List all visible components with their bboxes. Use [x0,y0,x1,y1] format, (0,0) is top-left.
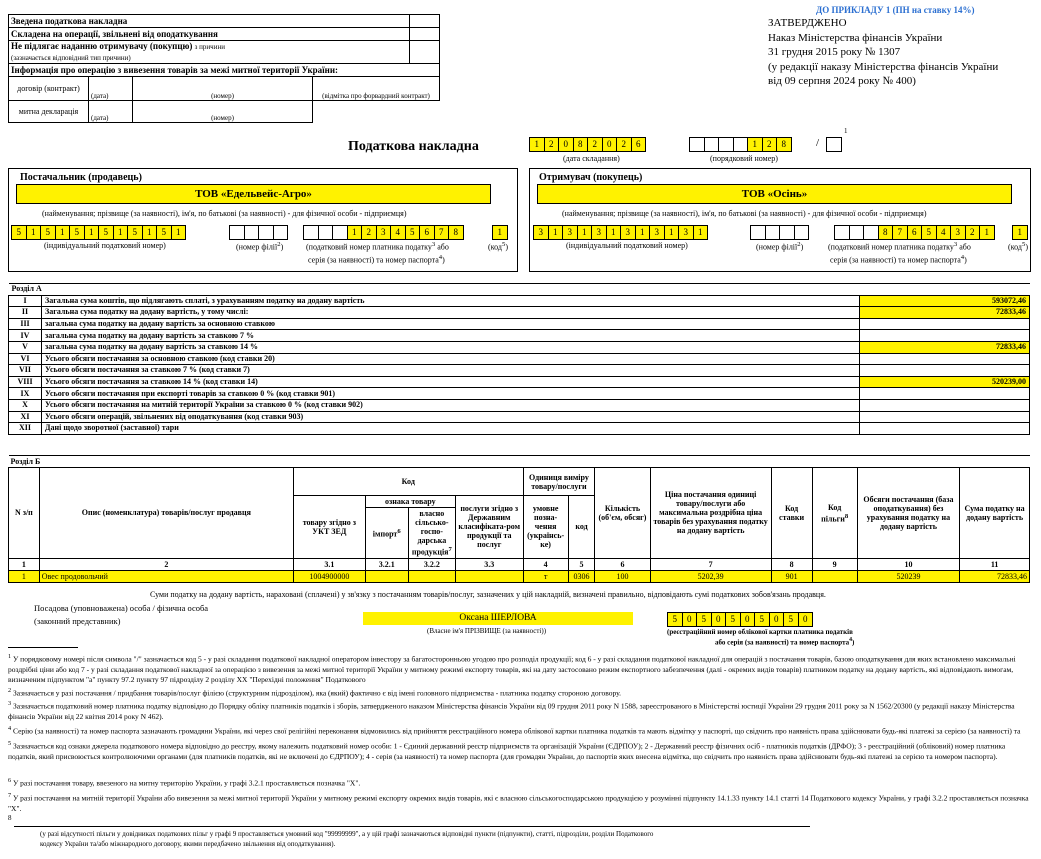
checkbox-not-issued[interactable] [409,41,439,64]
row-description: Усього обсяги операцій, звільнених від оподаткування (код ставки 903) [42,411,860,423]
buyer-ipn-digit-cell[interactable]: 3 [620,225,636,240]
row-numeral: X [9,399,42,411]
seller-branch-caption-text: (номер філії [236,242,278,252]
buyer-series-caption-text: серія (за наявності) та номер паспорта [830,255,961,265]
buyer-ipn-digit-cell[interactable]: 3 [678,225,694,240]
card-digit-cell[interactable]: 5 [696,612,712,627]
buyer-taxnum-or: або [959,242,971,252]
number-digit-cell[interactable] [704,137,720,152]
seller-taxnum-digit-cell[interactable]: 1 [347,225,363,240]
footnote-1: $^1$ У порядковому номері після символа "/" зазначається код 5 - у разі складання податкової накладної оператором інвестору за багатосторонньою угодою про розподіл продукції; код 6 - у разі складання податкової накладної для операцій з постачання товарів, базою оподаткування для яких встановлено максимальні роздрібні ціни або код 7 - у разі складання податкової накладної за операцією з вивезення за межі митної території України у митному режимі експорту товарів, які на дату застосовано режим експортного забезпечення (далі - окремих видів товарів) платником податку на додану вартість, які відповідають вимогам, визначеним підпунктом "а" пункту 97.2 пункту 97 підрозділу 2 розділу ХХ "Перехідні положення" Податкового [8,653,1016,684]
approval-line: від 09 серпня 2024 року № 400) [768,75,916,87]
row-numeral: XI [9,411,42,423]
footnote-6-text: У разі постачання товару, ввезеного на митну територію України, у графі 3.2.1 проставляється позначка "Х". [13,778,361,788]
date-digit-cell[interactable]: 0 [558,137,574,152]
section-a-row [9,388,1030,400]
seller-taxnum-digit-cell[interactable] [332,225,348,240]
table-cell[interactable]: 520239 [857,570,960,582]
buyer-ipn-digit-cell[interactable]: 3 [533,225,549,240]
col-n: N з/п [9,468,40,559]
buyer-branch-cells[interactable] [750,225,808,240]
forward-mark[interactable] [313,77,440,101]
section-a-table [8,283,1030,435]
table-cell[interactable] [408,570,455,582]
section-a-row [9,318,1030,330]
section-a-row [9,411,1030,423]
card-digit-cell[interactable]: 5 [725,612,741,627]
row-description: Загальна сума коштів, що підлягають сплаті, з урахуванням податку на додану вартість [42,295,860,307]
footnote-8: (у разі відсутності пільги у довідниках податкових пільг у графі 9 проставляється умовний код "99999999", а у цій графі зазначаються відповідні пункти (підпункти), статті, підрозділи, розділи Податкового кодексу України та/або міжнародного договору, якими передбачено звільнення від оподаткування). [40,830,654,848]
table-cell[interactable]: 901 [771,570,812,582]
column-number: 9 [812,558,857,570]
column-number: 2 [39,558,293,570]
row-value[interactable] [860,330,1030,342]
seller-taxnum-cells[interactable] [303,225,463,240]
col-own-text: власно сільсько-госпо-дарська продукція [411,509,449,557]
row-numeral: VIII [9,376,42,388]
buyer-code-cell[interactable]: 1 [1012,225,1028,240]
buyer-ipn-digit-cell[interactable]: 1 [693,225,709,240]
buyer-ipn-digit-cell[interactable]: 1 [606,225,622,240]
seller-taxnum-caption-text: (податковий номер платника податку [306,242,432,252]
spacer [313,101,440,123]
column-number: 7 [650,558,771,570]
buyer-taxnum-digit-cell[interactable]: 8 [878,225,894,240]
table-cell[interactable] [365,570,408,582]
table-cell[interactable] [455,570,523,582]
table-cell[interactable]: 1004900000 [293,570,365,582]
card-caption-1: (реєстраційний номер облікової картки платника податків [667,628,853,636]
row-numeral: IX [9,388,42,400]
col-uktzed: товару згідно з УКТ ЗЕД [293,496,365,559]
signer-name-caption: (Власне ім'я ПРІЗВИЩЕ (за наявності)) [427,627,547,635]
seller-name-field[interactable]: ТОВ «Едельвейс-Агро» [16,184,491,204]
row-description: Усього обсяги постачання за ставкою 14 % (код ставки 14) [42,376,860,388]
export-info-label: Інформація про операцію з вивезення товарів за межі митної території України: [9,64,440,77]
footnote-7: $^7$ У разі постачання на митній території України або вивезення за межі митної території України у митному режимі експорту окремих видів товарів, які є власною сільськогосподарською продукцією у розумінні підпункту 14.1.33 пункту 14.1 статті 14 Податкового кодексу України, у графі 3.2.2 проставляється позначка "Х". [8,792,1029,813]
row-numeral: VI [9,353,42,365]
buyer-heading: Отримувач (покупець) [539,172,643,183]
contract-label: договір (контракт) [9,77,89,101]
approval-block [768,16,998,89]
person-label: Посадова (уповноважена) особа / фізична особа [34,603,209,613]
col-benefit-text: Код пільги [821,502,845,524]
footnote-7-text: У разі постачання на митній території України або вивезення за межі митної території України у митному режимі експорту окремих видів товарів, які є власною сільськогосподарською продукцією у розумінні підпункту 14.1.33 пункту 14.1 статті 14 Податкового кодексу України, у графі 3.2.2 проставляється позначка "Х". [8,793,1029,813]
buyer-ipn-caption: (індивідуальний податковий номер) [566,241,688,250]
card-caption-2-text: або серія (за наявності) та номер паспорта [715,638,850,647]
buyer-taxnum-caption-text: (податковий номер платника податку [828,242,954,252]
date-digit-cell[interactable]: 8 [573,137,589,152]
section-a-row [9,341,1030,353]
contract-date-caption: (дата) [91,92,109,100]
buyer-taxnum-cells[interactable] [834,225,994,240]
row-numeral: XII [9,423,42,435]
table-cell[interactable]: 100 [595,570,650,582]
row-value[interactable] [860,318,1030,330]
card-caption-2: або серія (за наявності) та номер паспорта$^4$) [715,637,855,647]
section-b-heading: Розділ Б [9,456,1030,468]
footnote-6: $^6$ У разі постачання товару, ввезеного на митну територію України, у графі 3.2.1 проставляється позначка "Х". [8,777,361,788]
checkbox-consolidated[interactable] [409,15,439,28]
seller-ipn-digit-cell[interactable]: 1 [26,225,42,240]
buyer-branch-caption: (номер філії$^2$) [756,241,804,252]
table-cell[interactable] [812,570,857,582]
col-unit-code: код [568,496,595,559]
column-number: 5 [568,558,595,570]
column-number: 4 [523,558,568,570]
number-digit-cell[interactable] [733,137,749,152]
table-cell[interactable]: 1 [9,570,40,582]
table-row[interactable] [9,570,1030,582]
seller-taxnum-digit-cell[interactable]: 8 [448,225,464,240]
row-value[interactable]: 520239,00 [860,376,1030,388]
row-numeral: II [9,307,42,319]
row-numeral: V [9,341,42,353]
buyer-ipn-digit-cell[interactable]: 1 [548,225,564,240]
seller-taxnum-or: або [437,242,449,252]
column-number: 3.3 [455,558,523,570]
number-digit-cell[interactable]: 1 [747,137,763,152]
section-a-row [9,376,1030,388]
number-cells[interactable] [689,137,791,152]
table-cell[interactable]: 5202,39 [650,570,771,582]
table-cell[interactable]: 72833,46 [960,570,1030,582]
customs-date-caption: (дата) [91,114,109,122]
buyer-taxnum-digit-cell[interactable]: 1 [979,225,995,240]
buyer-series-caption: серія (за наявності) та номер паспорта$^4$) [830,254,967,265]
col-price: Ціна постачання одиниці товару/послуги або максимальна роздрібна ціна товарів без урахування податку на додану вартість [650,468,771,559]
col-vat: Сума податку на додану вартість [960,468,1030,559]
footnote-2: $^2$ Зазначається у разі постачання / придбання товарів/послуг філією (структурним підрозділом), яка (який) фактично є від імені головного підприємства - платника податку стороною договору. [8,687,621,698]
seller-taxnum-digit-cell[interactable]: 6 [419,225,435,240]
row-value[interactable] [860,411,1030,423]
row-value[interactable] [860,423,1030,435]
buyer-taxnum-digit-cell[interactable]: 3 [950,225,966,240]
number-code-cell[interactable] [826,137,842,152]
row-value[interactable] [860,353,1030,365]
number-slash: / [816,137,820,149]
seller-taxnum-digit-cell[interactable]: 5 [405,225,421,240]
buyer-name-caption: (найменування; прізвище (за наявності), ім'я, по батькові (за наявності) - для фізичної особи - підприємця) [562,209,927,218]
card-number-cells[interactable] [667,612,812,627]
seller-ipn-digit-cell[interactable]: 5 [156,225,172,240]
row-numeral: VII [9,365,42,377]
col-unit-name: умовне позна-чення (українсь-ке) [523,496,568,559]
contract-number[interactable] [133,77,313,101]
customs-number-caption: (номер) [211,114,234,122]
col-rate: Код ставки [771,468,812,559]
buyer-ipn-digit-cell[interactable]: 3 [649,225,665,240]
column-number: 11 [960,558,1030,570]
row-numeral: III [9,318,42,330]
forward-mark-caption: (відмітка про форвардний контракт) [322,92,430,100]
seller-taxnum-digit-cell[interactable] [318,225,334,240]
seller-taxnum-digit-cell[interactable]: 4 [390,225,406,240]
row-description: Усього обсяги постачання при експорті товарів за ставкою 0 % (код ставки 901) [42,388,860,400]
table-cell[interactable]: т [523,570,568,582]
exempt-label: Складена на операції, звільнені від оподаткування [9,28,410,41]
not-issued-label [9,41,410,64]
col-unit: Одиниця виміру товару/послуги [523,468,595,496]
seller-branch-caption: (номер філії$^2$) [236,241,284,252]
seller-taxnum-caption: (податковий номер платника податку$^3$ або [306,241,449,252]
seller-heading: Постачальник (продавець) [20,172,142,183]
card-digit-cell[interactable]: 0 [682,612,698,627]
customs-decl-label: митна декларація [9,101,89,123]
date-digit-cell[interactable]: 6 [631,137,647,152]
date-digit-cell[interactable]: 1 [529,137,545,152]
section-b-table [8,455,1030,583]
number-digit-cell[interactable] [718,137,734,152]
col-services: послуги згідно з Державним класифіката-ром продукції та послуг [455,496,523,559]
date-digit-cell[interactable]: 2 [587,137,603,152]
col-import-text: імпорт [372,529,398,539]
buyer-ipn-digit-cell[interactable]: 3 [562,225,578,240]
column-number: 3.2.1 [365,558,408,570]
row-description: загальна сума податку на додану вартість за ставкою 14 % [42,341,860,353]
seller-ipn-digit-cell[interactable]: 5 [69,225,85,240]
footnote-4: $^4$ Серію (за наявності) та номер паспорта зазначають громадяни України, які через свої релігійні переконання відмовились від прийняття реєстраційного номера облікової картки платника податків та мають відмітку у паспорті, що свідчить про наявність права здійснювати будь-які платежі за серією (за наявності) та [8,724,1030,735]
not-issued-text: Не підлягає наданню отримувачу (покупцю) [11,41,193,51]
seller-name-caption: (найменування; прізвище (за наявності), ім'я, по батькові (за наявності) - для фізичної особи - підприємця) [42,209,407,218]
approval-line: Наказ Міністерства фінансів України [768,31,943,44]
buyer-ipn-cells[interactable] [533,225,707,240]
buyer-taxnum-digit-cell[interactable]: 7 [892,225,908,240]
footnote-4-text: Серію (за наявності) та номер паспорта зазначають громадяни України, які через свої релігійні переконання відмовились від прийняття реєстраційного номера облікової картки платника податків та мають відмітку у паспорті, що свідчить про наявність права здійснювати будь-які платежі за серією (за наявності) та [13,726,1021,735]
number-digit-cell[interactable]: 8 [776,137,792,152]
footnote-3: $^3$ Зазначається податковий номер платника податку відповідно до Порядку обліку платників податків і зборів, затвердженого наказом Міністерства фінансів України від 09 грудня 2011 року N 1588, зареєстрованого в Міністерстві юстиції України 29 грудня 2011 року за N 1562/20300 (у редакції наказу Міністерства фінансів України від 22 квітня 2014 року N 462). [8,700,1015,721]
contract-number-caption: (номер) [211,92,234,100]
buyer-taxnum-caption: (податковий номер платника податку$^3$ або [828,241,971,252]
row-value[interactable]: 72833,46 [860,307,1030,319]
col-volume: Обсяги постачання (база оподаткування) без урахування податку на додану вартість [857,468,960,559]
row-value[interactable] [860,365,1030,377]
buyer-taxnum-digit-cell[interactable] [834,225,850,240]
number-digit-cell[interactable]: 2 [762,137,778,152]
row-description: Усього обсяги постачання на митній території України за ставкою 0 % (код ставки 902) [42,399,860,411]
section-a-heading: Розділ А [9,284,1030,296]
section-a-row [9,330,1030,342]
section-a-row [9,365,1030,377]
appendix-link[interactable]: ДО ПРИКЛАДУ 1 (ПН на ставку 14%) [816,5,975,15]
row-description: Усього обсяги постачання за ставкою 7 % (код ставки 7) [42,365,860,377]
date-digit-cell[interactable]: 2 [544,137,560,152]
signer-name-field[interactable]: Оксана ШЕРЛОВА [363,612,633,625]
seller-taxnum-digit-cell[interactable]: 3 [376,225,392,240]
buyer-ipn-digit-cell[interactable]: 3 [591,225,607,240]
row-value[interactable] [860,399,1030,411]
date-digit-cell[interactable]: 0 [602,137,618,152]
customs-number[interactable] [133,101,313,123]
card-digit-cell[interactable]: 0 [740,612,756,627]
date-caption: (дата складання) [563,154,620,163]
col-sign: ознака товару [365,496,455,508]
row-description: Дані щодо зворотної (заставної) тари [42,423,860,435]
table-cell[interactable]: 0306 [568,570,595,582]
column-number: 8 [771,558,812,570]
seller-ipn-digit-cell[interactable]: 1 [171,225,187,240]
row-description: загальна сума податку на додану вартість за ставкою 7 % [42,330,860,342]
seller-taxnum-digit-cell[interactable]: 7 [434,225,450,240]
col-code: Код [293,468,523,496]
section-a-row [9,307,1030,319]
buyer-taxnum-digit-cell[interactable] [849,225,865,240]
section-a-row [9,353,1030,365]
footnote-5-text: Зазначається код ознаки джерела податкового номера відповідно до реєстру, якому належить податковий номер особи: 1 - Єдиний державний реєстр підприємств та організацій України (ЄДРПОУ); 2 - Державний реєстр фізичних осіб - платників податків (ДРФО); 3 - реєстраційний (обліковий) номер платника податків, який присвоюється контролюючими органами (для платників податків, які не включені до ЄДРПОУ); 4 - серія (за наявності) та номер паспорта (для громадян України, до паспортів яких внесена відмітка, що свідчить про наявність права здійснювати будь-які платежі за серією та номером паспорта). [8,741,1006,761]
card-digit-cell[interactable]: 5 [754,612,770,627]
buyer-taxnum-digit-cell[interactable]: 2 [965,225,981,240]
approval-line: (у редакції наказу Міністерства фінансів України [768,60,999,73]
column-number: 3.2.2 [408,558,455,570]
card-digit-cell[interactable]: 5 [783,612,799,627]
approval-line: ЗАТВЕРДЖЕНО [768,17,847,29]
buyer-taxnum-digit-cell[interactable]: 6 [907,225,923,240]
number-caption: (порядковий номер) [710,154,778,163]
column-number: 10 [857,558,960,570]
col-import: імпорт$^6$ [365,508,408,559]
date-digit-cell[interactable]: 2 [616,137,632,152]
buyer-ipn-digit-cell[interactable]: 1 [577,225,593,240]
footnote-2-text: Зазначається у разі постачання / придбання товарів/послуг філією (структурним підрозділом), яка (який) фактично є від імені головного підприємства - платника податку стороною договору. [13,688,621,698]
row-numeral: IV [9,330,42,342]
checkbox-exempt[interactable] [409,28,439,41]
column-number: 1 [9,558,40,570]
seller-code-caption-text: (код [488,242,502,252]
seller-branch-cells[interactable] [229,225,287,240]
document-title: Податкова накладна [348,139,479,154]
seller-ipn-digit-cell[interactable]: 5 [98,225,114,240]
row-value[interactable]: 593072,46 [860,295,1030,307]
row-value[interactable]: 72833,46 [860,341,1030,353]
number-digit-cell[interactable] [689,137,705,152]
seller-ipn-caption: (індивідуальний податковий номер) [44,241,166,250]
divider [8,647,78,648]
seller-ipn-digit-cell[interactable]: 1 [84,225,100,240]
footnote-3-text: Зазначається податковий номер платника податку відповідно до Порядку обліку платників податків і зборів, затвердженого наказом Міністерства фінансів України від 09 грудня 2011 року N 1588, зареєстрованого в Міністерстві юстиції України 29 грудня 2011 року за N 1562/20300 (у редакції наказу Міністерства фінансів України від 22 квітня 2014 року N 462). [8,701,1015,721]
card-digit-cell[interactable]: 5 [667,612,683,627]
footnote-8-ref: 8 [8,814,12,822]
column-number: 6 [595,558,650,570]
seller-taxnum-digit-cell[interactable]: 2 [361,225,377,240]
col-desc: Опис (номенклатура) товарів/послуг продавця [39,468,293,559]
card-digit-cell[interactable]: 0 [711,612,727,627]
section-a-row [9,399,1030,411]
rep-label: (законний представник) [34,616,121,626]
reason-text: з причини [194,43,225,51]
footnote-5: $^5$ Зазначається код ознаки джерела податкового номера відповідно до реєстру, якому належить податковий номер особи: 1 - Єдиний державний реєстр підприємств та організацій України (ЄДРПОУ); 2 - Державний реєстр фізичних осіб - платників податків (ДРФО); 3 - реєстраційний (обліковий) номер платника податків, який присвоюється контролюючими органами (для платників податків, які не включені до ЄДРПОУ); 4 - серія (за наявності) та номер паспорта (для громадян України, до паспортів яких внесена відмітка, що свідчить про наявність права здійснювати будь-які платежі за серією та номером паспорта). [8,740,1006,761]
seller-ipn-cells[interactable] [11,225,185,240]
row-description: загальна сума податку на додану вартість за основною ставкою [42,318,860,330]
buyer-taxnum-digit-cell[interactable]: 5 [921,225,937,240]
approval-line: 31 грудня 2015 року № 1307 [768,46,901,58]
seller-ipn-digit-cell[interactable]: 5 [11,225,27,240]
column-number: 3.1 [293,558,365,570]
buyer-code-caption: (код$^5$) [1008,241,1028,252]
card-digit-cell[interactable]: 0 [798,612,814,627]
statement-text: Суми податку на додану вартість, нараховані (сплачені) у зв'язку з постачанням товарів/послуг, зазначених у цій накладній, визначені правильно, відповідають сумі податкових зобов'язань продавця. [150,590,826,599]
row-description: Загальна сума податку на додану вартість, у тому числі: [42,307,860,319]
col-qty: Кількість (об'єм, обсяг) [595,468,650,559]
section-a-row [9,295,1030,307]
date-cells[interactable] [529,137,645,152]
col-benefit: Код пільги$^8$ [812,468,857,559]
seller-ipn-digit-cell[interactable]: 5 [127,225,143,240]
seller-ipn-digit-cell[interactable]: 1 [55,225,71,240]
buyer-ipn-digit-cell[interactable]: 1 [664,225,680,240]
buyer-taxnum-digit-cell[interactable]: 4 [936,225,952,240]
reason-caption: (зазначається відповідний тип причини) [11,54,131,62]
buyer-name-field[interactable]: ТОВ «Осінь» [537,184,1012,204]
row-numeral: I [9,295,42,307]
buyer-taxnum-digit-cell[interactable] [863,225,879,240]
seller-code-caption: (код$^5$) [488,241,508,252]
seller-ipn-digit-cell[interactable]: 5 [40,225,56,240]
row-value[interactable] [860,388,1030,400]
footnote-ref-1: 1 [844,127,848,135]
buyer-code-caption-text: (код [1008,242,1022,252]
seller-taxnum-digit-cell[interactable] [303,225,319,240]
footnote-1-text: У порядковому номері після символа "/" зазначається код 5 - у разі складання податкової накладної оператором інвестору за багатосторонньою угодою про розподіл продукції; код 6 - у разі складання податкової накладної для операцій з постачання товарів, базою оподаткування для яких встановлено максимальні роздрібні ціни або код 7 - у разі складання податкової накладної за операцією з вивезення за межі митної території України у митному режимі експорту товарів, які на дату застосовано режим експортного забезпечення (далі - окремих видів товарів) платником податку на додану вартість, які відповідають вимогам, визначеним підпунктом "а" пункту 97.2 пункту 97 підрозділу 2 розділу ХХ "Перехідні положення" Податкового [8,654,1016,684]
card-digit-cell[interactable]: 0 [769,612,785,627]
buyer-branch-caption-text: (номер філії [756,242,798,252]
seller-series-caption-text: серія (за наявності) та номер паспорта [308,255,439,265]
seller-code-cell[interactable]: 1 [492,225,508,240]
section-a-row [9,423,1030,435]
table-cell[interactable]: Овес продовольчий [39,570,293,582]
customs-date[interactable] [89,101,133,123]
seller-series-caption: серія (за наявності) та номер паспорта$^4$) [308,254,445,265]
seller-ipn-digit-cell[interactable]: 1 [142,225,158,240]
column-numbers-row [9,558,1030,570]
footnote-8-line [14,826,810,827]
row-description: Усього обсяги постачання за основною ставкою (код ставки 20) [42,353,860,365]
col-own: власно сільсько-госпо-дарська продукція$^7$ [408,508,455,559]
top-info-grid [8,14,440,123]
seller-ipn-digit-cell[interactable]: 1 [113,225,129,240]
buyer-ipn-digit-cell[interactable]: 1 [635,225,651,240]
consolidated-label: Зведена податкова накладна [9,15,410,28]
contract-date[interactable] [89,77,133,101]
